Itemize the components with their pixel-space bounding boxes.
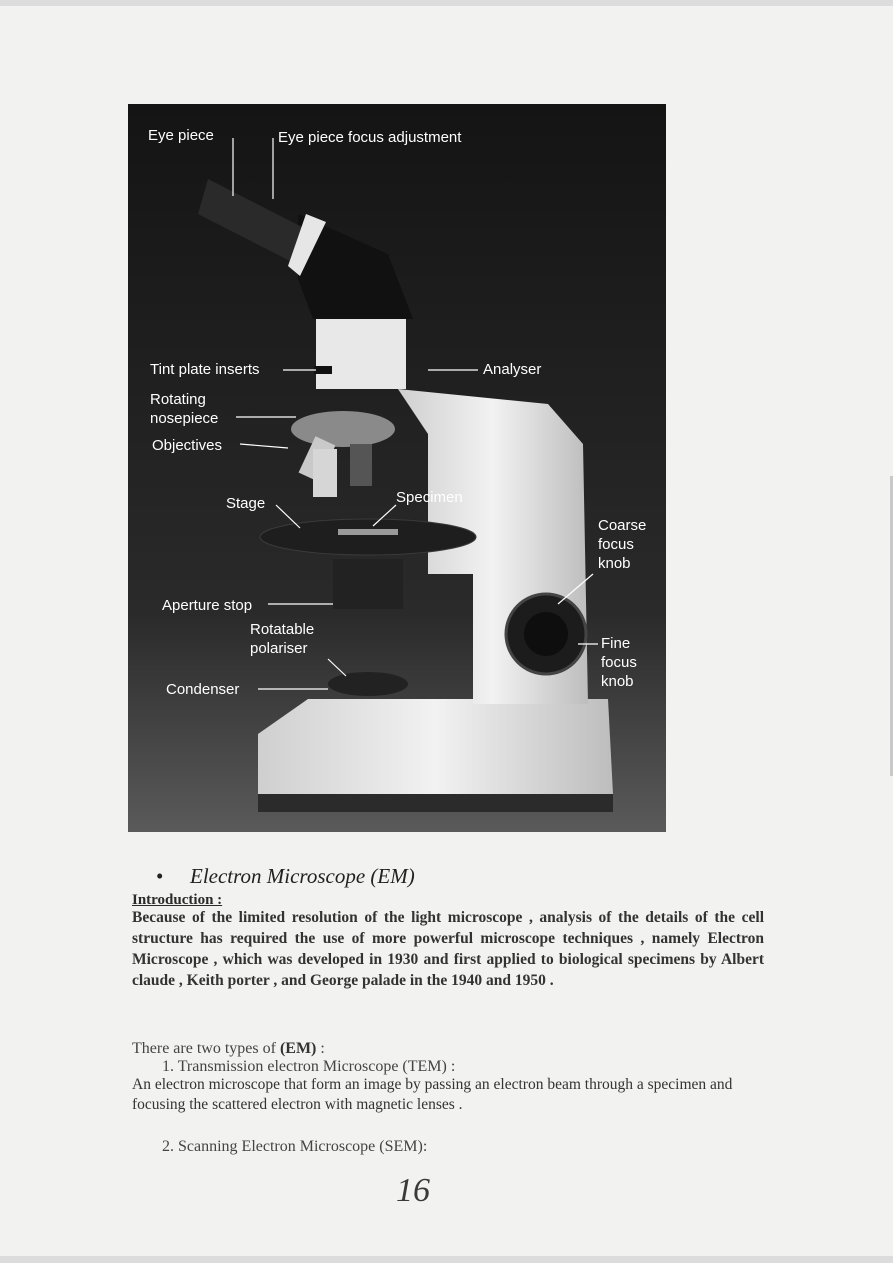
- label-eye-piece: Eye piece: [148, 127, 214, 144]
- label-condenser: Condenser: [166, 681, 240, 698]
- stage-plate: [260, 519, 476, 555]
- tem-paragraph: An electron microscope that form an image by passing an electron beam through a specimen and focusing the scattered electron with magnetic lenses .: [132, 1076, 733, 1113]
- objective-lens-front: [313, 449, 337, 497]
- label-specimen: Specimen: [396, 489, 463, 506]
- label-coarse-focus: Coarse focus knob: [598, 517, 647, 572]
- page-number: 16: [396, 1172, 430, 1209]
- types-suffix: :: [316, 1040, 325, 1057]
- tint-plate-slot: [314, 366, 332, 374]
- list-item-sem: 2. Scanning Electron Microscope (SEM):: [162, 1138, 428, 1155]
- label-fine-focus: Fine focus knob: [601, 635, 637, 690]
- label-aperture-stop: Aperture stop: [162, 597, 253, 614]
- label-rotating-nosepiece: Rotating nosepiece: [150, 391, 219, 427]
- fine-focus-knob-drawing: [524, 612, 568, 656]
- label-analyser: Analyser: [483, 361, 542, 378]
- microscope-drawing: [128, 104, 666, 832]
- label-stage: Stage: [226, 495, 266, 512]
- introduction-paragraph: Because of the limited resolution of the light microscope , analysis of the details of the cell structure has required the use of more powerful microscope techniques , namely Electron Microscope , which was developed in 1930 and first applied to biological specimens by Albert claude , Keith porter , and George palade in the 1940 and 1950 .: [132, 909, 764, 989]
- microscope-base: [258, 699, 613, 794]
- microscope-base-foot: [258, 794, 613, 812]
- condenser-unit: [328, 672, 408, 696]
- section-heading-text: Electron Microscope (EM): [190, 864, 415, 888]
- label-rotatable-polariser: Rotatable polariser: [250, 621, 315, 657]
- label-tint-plate: Tint plate inserts: [150, 361, 260, 378]
- microscope-figure: [128, 104, 666, 832]
- types-em: (EM): [279, 1040, 317, 1057]
- label-eye-piece-focus: Eye piece focus adjustment: [278, 129, 462, 146]
- nosepiece: [291, 411, 395, 447]
- types-line: [132, 1040, 325, 1058]
- list-item-tem: 1. Transmission electron Microscope (TEM) :: [162, 1058, 456, 1075]
- label-objectives: Objectives: [152, 437, 223, 454]
- aperture-stop-unit: [333, 559, 403, 609]
- objective-lens-back: [350, 444, 372, 486]
- bullet-icon: •: [156, 864, 164, 888]
- section-heading: [156, 864, 415, 889]
- introduction-title: Introduction :: [132, 892, 223, 908]
- microscope-head: [316, 319, 406, 389]
- specimen-slide: [338, 529, 398, 535]
- types-prefix: There are two types of: [132, 1040, 280, 1057]
